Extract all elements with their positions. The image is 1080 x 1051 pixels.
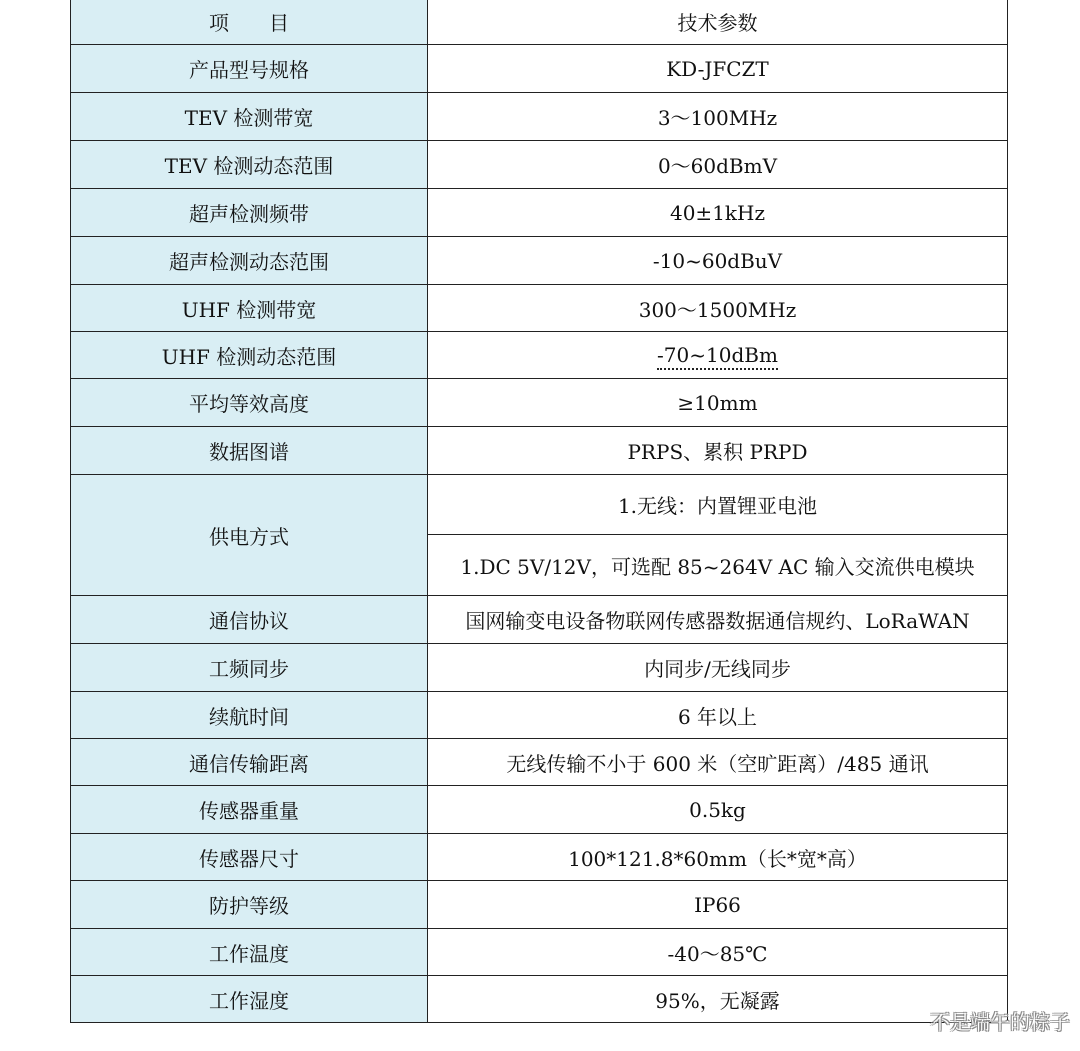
- row-label: 传感器尺寸: [71, 834, 428, 881]
- row-value: 内同步/无线同步: [428, 644, 1008, 692]
- row-value: 300～1500MHz: [428, 285, 1008, 332]
- table-row: [71, 475, 1008, 535]
- header-value: 技术参数: [428, 0, 1008, 45]
- row-label: TEV 检测动态范围: [71, 141, 428, 189]
- row-label: UHF 检测带宽: [71, 285, 428, 332]
- row-label: UHF 检测动态范围: [71, 332, 428, 379]
- row-value: 100*121.8*60mm（长*宽*高）: [428, 834, 1008, 881]
- table-header-row: [71, 0, 1008, 45]
- table-row: [71, 596, 1008, 644]
- table-row: [71, 834, 1008, 881]
- row-label: 防护等级: [71, 881, 428, 929]
- table-row: [71, 237, 1008, 285]
- row-label: 通信协议: [71, 596, 428, 644]
- table-row: [71, 93, 1008, 141]
- table-row: [71, 379, 1008, 427]
- table-row: [71, 976, 1008, 1023]
- row-label: TEV 检测带宽: [71, 93, 428, 141]
- row-value: 无线传输不小于 600 米（空旷距离）/485 通讯: [428, 739, 1008, 786]
- row-label: 工作湿度: [71, 976, 428, 1023]
- table-row: [71, 189, 1008, 237]
- row-value: 3～100MHz: [428, 93, 1008, 141]
- spec-table: [70, 0, 1008, 1023]
- row-label: 续航时间: [71, 692, 428, 739]
- row-value: 1.DC 5V/12V，可选配 85~264V AC 输入交流供电模块: [428, 535, 1008, 596]
- row-value: 国网输变电设备物联网传感器数据通信规约、LoRaWAN: [428, 596, 1008, 644]
- row-value: IP66: [428, 881, 1008, 929]
- table-row: [71, 644, 1008, 692]
- watermark: 不是端午的粽子: [930, 1010, 1070, 1034]
- row-value: 1.无线：内置锂亚电池: [428, 475, 1008, 535]
- row-label: 平均等效高度: [71, 379, 428, 427]
- row-label: 产品型号规格: [71, 45, 428, 93]
- row-value: 6 年以上: [428, 692, 1008, 739]
- row-value: 0.5kg: [428, 786, 1008, 834]
- table-row: [71, 692, 1008, 739]
- table-row: [71, 45, 1008, 93]
- row-label: 供电方式: [71, 475, 428, 596]
- table-row: [71, 881, 1008, 929]
- table-row: [71, 929, 1008, 976]
- row-value: [428, 332, 1008, 379]
- row-label: 工频同步: [71, 644, 428, 692]
- row-value: 95%，无凝露: [428, 976, 1008, 1023]
- table-row: [71, 427, 1008, 475]
- row-label: 工作温度: [71, 929, 428, 976]
- row-value: -10~60dBuV: [428, 237, 1008, 285]
- row-label: 通信传输距离: [71, 739, 428, 786]
- table-row: [71, 141, 1008, 189]
- table-row: [71, 739, 1008, 786]
- row-value: -40～85℃: [428, 929, 1008, 976]
- row-label: 超声检测频带: [71, 189, 428, 237]
- row-value: 0～60dBmV: [428, 141, 1008, 189]
- row-value: ≥10mm: [428, 379, 1008, 427]
- row-value: PRPS、累积 PRPD: [428, 427, 1008, 475]
- table-row: [71, 285, 1008, 332]
- table-row: [71, 786, 1008, 834]
- row-label: 数据图谱: [71, 427, 428, 475]
- table-row: [71, 332, 1008, 379]
- underlined-value: -70~10dBm: [657, 343, 778, 370]
- row-label: 传感器重量: [71, 786, 428, 834]
- row-value: 40±1kHz: [428, 189, 1008, 237]
- row-value: KD-JFCZT: [428, 45, 1008, 93]
- header-label: 项 目: [71, 0, 428, 45]
- row-label: 超声检测动态范围: [71, 237, 428, 285]
